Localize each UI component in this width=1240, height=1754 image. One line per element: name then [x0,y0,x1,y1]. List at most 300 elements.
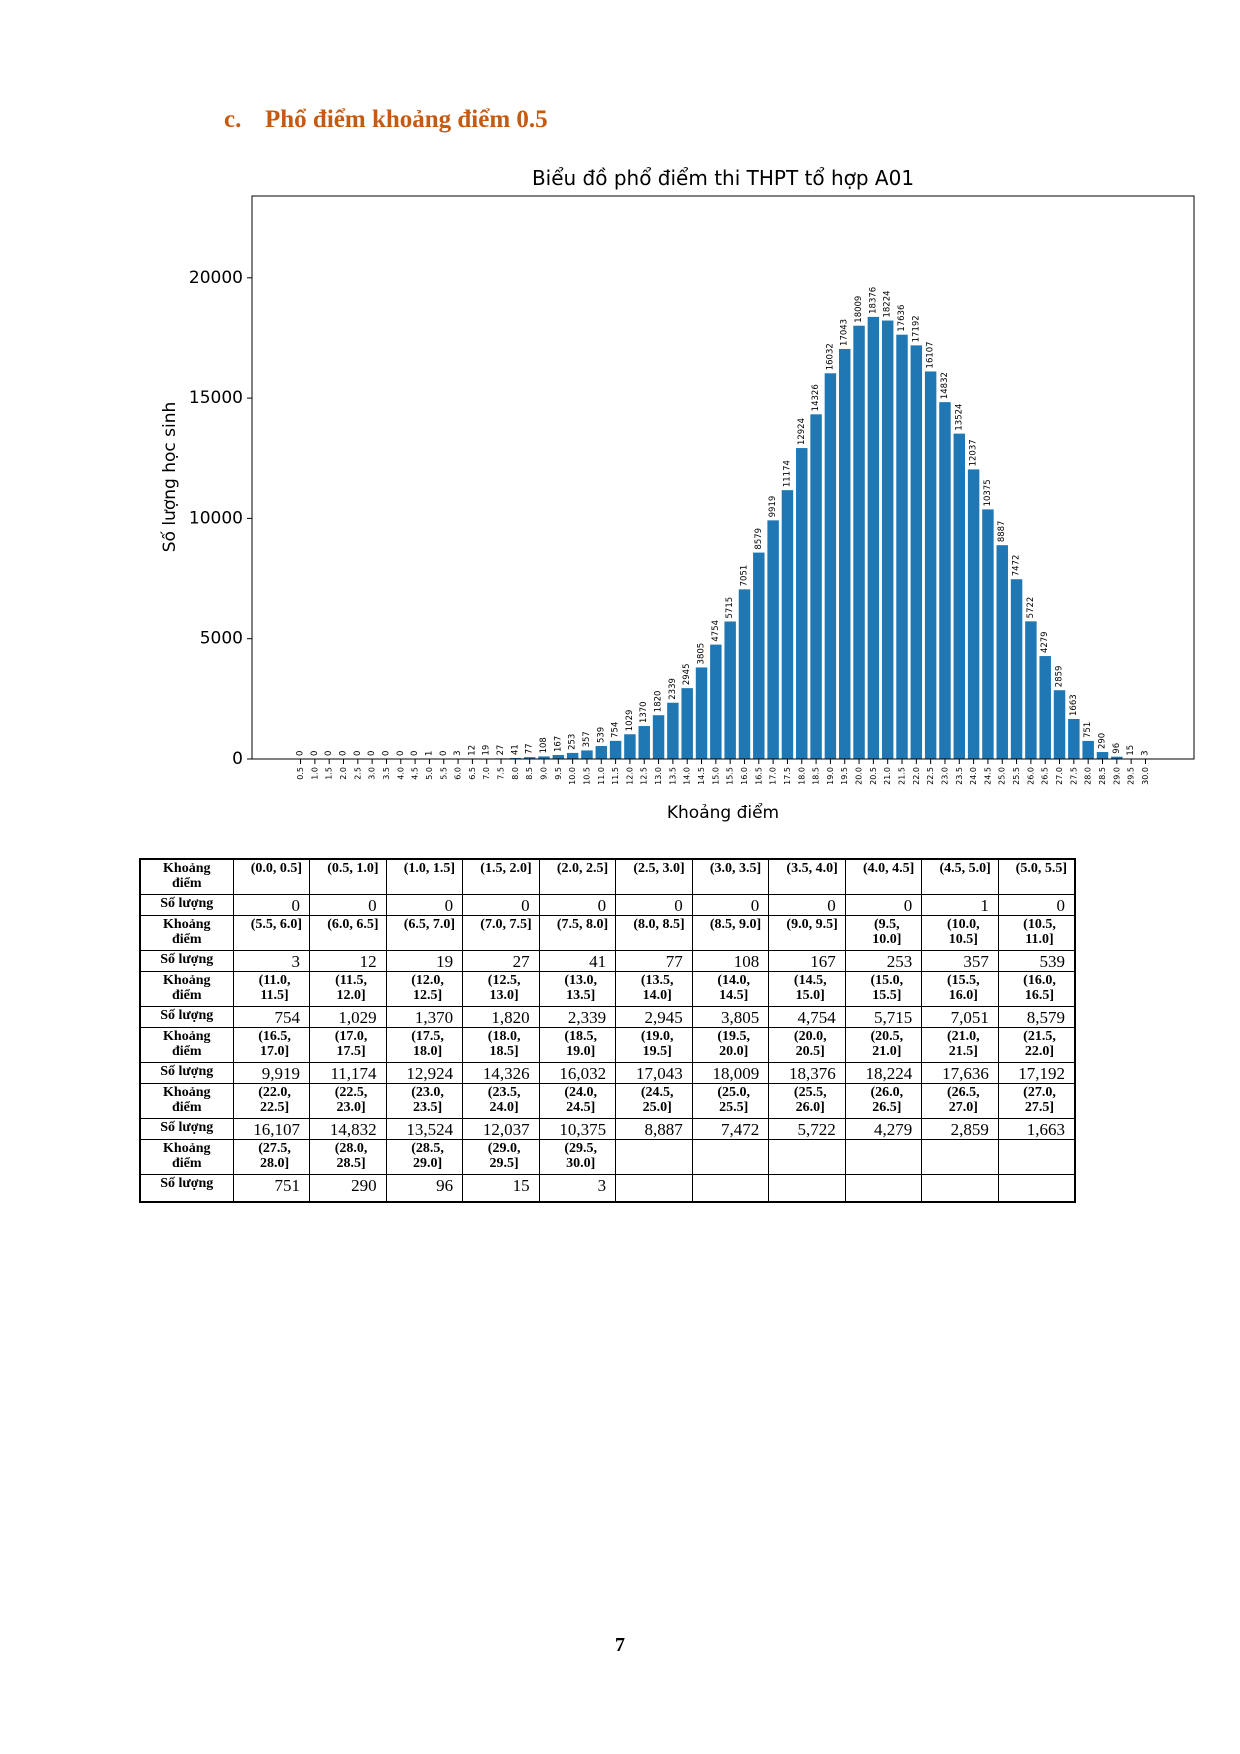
bar-value-label: 0 [395,750,406,756]
bar [954,434,965,759]
interval-cell [539,859,616,894]
bar-value-label: 754 [610,721,621,738]
interval-text: (0.0, 0.5] [250,861,303,876]
bar-value-label: 10375 [982,479,993,507]
interval-text: (12.0, 12.5] [411,972,444,1003]
bar-value-label: 1 [424,750,435,756]
interval-text: (0.5, 1.0] [327,861,379,876]
count-cell: 0 [616,894,693,915]
interval-text: (5.0, 5.5] [1015,861,1067,876]
bar-value-label: 0 [324,750,335,756]
interval-row-header [140,1083,233,1118]
bar-value-label: 167 [553,735,564,752]
y-tick-label: 20000 [188,267,243,288]
count-row-header-label: Số lượng [160,1063,214,1079]
interval-text: (26.0, 26.5] [870,1084,904,1115]
count-cell: 751 [233,1174,310,1202]
interval-cell [233,1139,310,1174]
count-cell [998,1174,1075,1202]
bar-value-label: 15 [1126,744,1137,756]
bar-value-label: 12 [467,744,478,756]
interval-row [140,1027,1075,1062]
x-tick-label: 22.5 [926,767,936,785]
bar [667,703,678,759]
interval-row-header-label: Khoảng điểm [163,1028,211,1059]
x-tick-label: 17.0 [768,767,778,785]
count-cell: 0 [692,894,769,915]
bar-value-label: 0 [381,750,392,756]
interval-text: (22.0, 22.5] [258,1084,291,1115]
interval-row [140,859,1075,894]
x-tick-label: 8.0 [510,767,520,780]
bar-value-label: 5722 [1025,596,1036,619]
bar-value-label: 18009 [854,295,865,323]
x-tick-label: 26.0 [1026,767,1036,785]
bar [982,509,993,759]
interval-cell [922,859,999,894]
interval-text: (11.0, 11.5] [258,972,291,1003]
count-cell: 18,009 [692,1062,769,1083]
count-cell: 18,224 [845,1062,922,1083]
interval-text: (25.5, 26.0] [793,1084,827,1115]
bar-value-label: 27 [496,744,507,756]
interval-cell [692,1083,769,1118]
count-cell: 96 [386,1174,463,1202]
y-tick-label: 5000 [199,628,243,649]
x-tick-label: 23.0 [940,767,950,785]
x-tick-label: 16.0 [739,767,749,785]
count-cell: 27 [463,950,540,971]
interval-text: (28.5, 29.0] [411,1140,444,1171]
interval-cell [539,1083,616,1118]
x-tick-label: 22.0 [911,767,921,785]
x-tick-label: 27.0 [1055,767,1065,785]
x-tick-label: 1.0 [310,767,320,780]
x-tick-label: 10.0 [568,767,578,785]
bar [610,741,621,759]
count-cell: 5,722 [769,1118,846,1139]
interval-cell [386,971,463,1006]
interval-text: (9.5, 10.0] [872,916,902,947]
interval-cell [769,915,846,950]
interval-text: (6.0, 6.5] [327,916,379,932]
interval-text: (16.5, 17.0] [258,1028,291,1059]
count-row-header [140,950,233,971]
interval-text: (21.0, 21.5] [946,1028,980,1059]
bar-value-label: 0 [410,750,421,756]
x-tick-label: 13.0 [654,767,664,785]
x-tick-label: 16.5 [754,767,764,785]
interval-row-header [140,915,233,950]
bar [710,645,721,759]
count-row [140,894,1075,915]
interval-row-header-label: Khoảng điểm [163,972,211,1003]
bar-value-label: 17192 [911,315,922,343]
bar-value-label: 16032 [825,343,836,371]
x-tick-label: 3.5 [381,767,391,780]
plot-area [189,268,1151,785]
interval-text: (15.0, 15.5] [870,972,904,1003]
count-row-header-label: Số lượng [160,1175,214,1191]
interval-text: (23.5, 24.0] [487,1084,521,1115]
interval-cell [463,915,540,950]
interval-cell [998,859,1075,894]
bar-value-label: 108 [538,737,549,754]
count-row-header [140,1062,233,1083]
interval-cell [998,1027,1075,1062]
x-tick-label: 14.0 [682,767,692,785]
bar [796,448,807,759]
interval-text: (11.5, 12.0] [335,972,367,1003]
count-cell: 0 [386,894,463,915]
x-tick-label: 29.0 [1112,767,1122,785]
interval-cell [386,859,463,894]
bar-value-label: 1820 [653,690,664,713]
bar [825,373,836,759]
interval-row-header-label: Khoảng điểm [163,1140,211,1171]
interval-cell [310,1083,387,1118]
bar-value-label: 0 [367,750,378,756]
interval-cell [463,971,540,1006]
bar [653,715,664,759]
bar-value-label: 0 [295,750,306,756]
interval-text: (26.5, 27.0] [946,1084,980,1115]
interval-text: (29.0, 29.5] [487,1140,521,1171]
bar-value-label: 5715 [725,596,736,619]
count-cell: 0 [233,894,310,915]
interval-cell [998,1083,1075,1118]
interval-text: (19.0, 19.5] [640,1028,674,1059]
interval-text: (12.5, 13.0] [487,972,521,1003]
count-cell: 17,043 [616,1062,693,1083]
x-tick-label: 18.5 [811,767,821,785]
interval-cell [769,859,846,894]
interval-text: (4.0, 4.5] [862,861,915,876]
count-row-header-label: Số lượng [160,951,214,967]
x-tick-label: 9.5 [553,767,563,780]
interval-text: (13.5, 14.0] [640,972,674,1003]
x-tick-label: 2.0 [339,767,349,780]
interval-text: (10.0, 10.5] [946,916,980,947]
x-tick-label: 1.5 [324,767,334,780]
bar-value-label: 0 [352,750,363,756]
interval-cell [310,1139,387,1174]
bar-value-label: 1663 [1068,694,1079,716]
x-tick-label: 3.0 [367,767,377,780]
interval-cell [233,1083,310,1118]
x-tick-label: 25.5 [1012,767,1022,785]
count-cell: 13,524 [386,1118,463,1139]
count-cell [692,1174,769,1202]
bar [782,490,793,759]
interval-cell [769,1027,846,1062]
count-cell [769,1174,846,1202]
count-cell: 17,636 [922,1062,999,1083]
interval-cell [463,1139,540,1174]
interval-text: (3.0, 3.5] [709,861,762,876]
count-cell: 3 [539,1174,616,1202]
count-cell: 0 [845,894,922,915]
interval-text: (18.0, 18.5] [487,1028,521,1059]
interval-cell [692,859,769,894]
interval-cell [922,1083,999,1118]
y-tick-label: 0 [232,749,243,769]
interval-cell [233,859,310,894]
bar-value-label: 2945 [682,663,693,686]
x-tick-label: 5.5 [439,767,449,780]
bar-value-label: 17636 [897,304,908,332]
x-tick-label: 24.0 [969,767,979,785]
count-cell: 3 [233,950,310,971]
x-tick-label: 18.0 [797,767,807,785]
x-tick-label: 21.5 [897,767,907,785]
bar-value-label: 0 [438,750,449,756]
bar-value-label: 9919 [768,495,779,518]
interval-cell [769,1139,846,1174]
interval-cell [845,1027,922,1062]
count-cell: 77 [616,950,693,971]
bar [925,371,936,759]
count-cell [922,1174,999,1202]
bar-value-label: 11174 [782,460,793,488]
interval-text: (2.5, 3.0] [633,861,685,876]
interval-text: (29.5, 30.0] [564,1140,597,1171]
count-cell: 12,037 [463,1118,540,1139]
count-cell: 290 [310,1174,387,1202]
interval-cell [539,1027,616,1062]
bar-value-label: 3 [453,750,464,756]
interval-cell [616,1083,693,1118]
count-cell: 754 [233,1006,310,1027]
x-tick-label: 7.5 [496,767,506,780]
bar [839,349,850,759]
bar [997,545,1008,759]
bar-value-label: 2859 [1054,665,1065,688]
interval-row-header [140,859,233,894]
count-cell: 10,375 [539,1118,616,1139]
x-tick-label: 14.5 [697,767,707,785]
count-cell: 1,820 [463,1006,540,1027]
interval-text: (23.0, 23.5] [411,1084,444,1115]
bar [810,414,821,759]
bar-value-label: 18376 [868,286,879,314]
count-cell: 253 [845,950,922,971]
bar [1039,656,1050,759]
interval-row [140,1083,1075,1118]
bar [681,688,692,759]
x-tick-label: 6.0 [453,767,463,780]
count-cell: 8,887 [616,1118,693,1139]
x-tick-label: 0.5 [296,767,306,780]
count-row-header-label: Số lượng [160,895,214,911]
bar-value-label: 13524 [954,403,965,431]
bar-value-label: 0 [309,750,320,756]
count-cell: 4,279 [845,1118,922,1139]
x-tick-label: 20.0 [854,767,864,785]
count-cell: 1,370 [386,1006,463,1027]
interval-row [140,971,1075,1006]
count-cell: 41 [539,950,616,971]
interval-text: (7.0, 7.5] [480,916,532,932]
bar-value-label: 17043 [839,318,850,346]
interval-text: (17.0, 17.5] [334,1028,368,1059]
bar-value-label: 3 [1140,750,1151,756]
count-cell: 108 [692,950,769,971]
x-tick-label: 29.5 [1126,767,1136,785]
score-distribution-chart [0,0,1240,840]
interval-cell [998,915,1075,950]
count-cell: 17,192 [998,1062,1075,1083]
interval-row-header-label: Khoảng điểm [163,916,211,947]
interval-cell [692,1027,769,1062]
x-tick-label: 2.5 [353,767,363,780]
count-cell: 539 [998,950,1075,971]
count-row-header [140,1174,233,1202]
bar-value-label: 19 [481,744,492,756]
bar [896,335,907,759]
interval-row-header-label: Khoảng điểm [163,1084,211,1115]
bar [696,667,707,759]
bar [868,317,879,759]
interval-cell [616,915,693,950]
x-tick-label: 8.5 [525,767,535,780]
bar-value-label: 539 [596,726,607,744]
interval-cell [845,1139,922,1174]
bar [939,402,950,759]
bar [882,321,893,759]
bar [724,621,735,759]
interval-text: (25.0, 25.5] [717,1084,751,1115]
count-row [140,1062,1075,1083]
bar [553,755,564,759]
interval-text: (27.5, 28.0] [258,1140,291,1171]
section-title: Phổ điểm khoảng điểm 0.5 [265,106,548,133]
interval-text: (1.5, 2.0] [480,861,532,876]
interval-text: (8.0, 8.5] [633,916,685,932]
count-cell: 16,107 [233,1118,310,1139]
x-tick-label: 28.0 [1083,767,1093,785]
interval-cell [616,1139,693,1174]
interval-text: (20.0, 20.5] [793,1028,827,1059]
bar-value-label: 1029 [624,709,635,732]
count-cell: 14,832 [310,1118,387,1139]
interval-text: (13.0, 13.5] [564,972,597,1003]
interval-cell [386,1027,463,1062]
count-cell: 12,924 [386,1062,463,1083]
section-marker: c. [224,106,242,133]
bar [1068,719,1079,759]
count-cell: 12 [310,950,387,971]
count-cell [616,1174,693,1202]
bar [1054,690,1065,759]
x-tick-label: 30.0 [1140,767,1150,785]
x-tick-label: 12.0 [625,767,635,785]
bar [968,469,979,759]
bar [1025,621,1036,759]
x-tick-label: 7.0 [482,767,492,780]
interval-cell [539,1139,616,1174]
interval-cell [922,1139,999,1174]
interval-cell [769,1083,846,1118]
count-cell: 2,339 [539,1006,616,1027]
interval-text: (9.0, 9.5] [786,916,838,932]
x-tick-label: 4.5 [410,767,420,780]
interval-cell [922,971,999,1006]
interval-cell [998,1139,1075,1174]
interval-row-header [140,1027,233,1062]
count-cell: 8,579 [998,1006,1075,1027]
interval-text: (19.5, 20.0] [717,1028,751,1059]
count-cell: 0 [998,894,1075,915]
y-tick-label: 15000 [188,388,243,409]
interval-cell [463,859,540,894]
x-tick-label: 27.5 [1069,767,1079,785]
interval-cell [539,971,616,1006]
count-cell: 167 [769,950,846,971]
interval-cell [463,1027,540,1062]
bar [639,726,650,759]
x-tick-label: 19.0 [825,767,835,785]
interval-text: (22.5, 23.0] [334,1084,368,1115]
interval-cell [769,971,846,1006]
count-cell: 2,859 [922,1118,999,1139]
count-row [140,1174,1075,1202]
bar [767,520,778,759]
bar [753,553,764,759]
interval-text: (7.5, 8.0] [556,916,609,932]
bar-value-label: 18224 [882,290,893,318]
x-tick-label: 6.5 [467,767,477,780]
interval-text: (24.5, 25.0] [640,1084,674,1115]
interval-text: (15.5, 16.0] [946,972,980,1003]
interval-text: (14.5, 15.0] [793,972,827,1003]
count-cell: 0 [463,894,540,915]
count-row-header-label: Số lượng [160,1119,214,1135]
bar [1011,579,1022,759]
interval-cell [310,915,387,950]
x-tick-label: 25.0 [997,767,1007,785]
interval-cell [616,859,693,894]
x-tick-label: 24.5 [983,767,993,785]
count-cell: 3,805 [692,1006,769,1027]
interval-text: (14.0, 14.5] [717,972,751,1003]
interval-text: (1.0, 1.5] [403,861,456,876]
interval-cell [386,1139,463,1174]
interval-cell [233,915,310,950]
bar-value-label: 290 [1097,732,1108,750]
bar-value-label: 253 [567,733,578,750]
interval-text: (17.5, 18.0] [411,1028,444,1059]
bar [581,750,592,759]
bar [1097,752,1108,759]
count-cell: 1 [922,894,999,915]
count-cell: 9,919 [233,1062,310,1083]
x-tick-label: 11.0 [596,767,606,785]
x-tick-label: 23.5 [954,767,964,785]
bar [739,589,750,759]
interval-cell [310,971,387,1006]
count-cell: 4,754 [769,1006,846,1027]
interval-cell [386,915,463,950]
bar [1082,741,1093,759]
x-tick-label: 11.5 [611,767,621,785]
score-table-body [140,859,1075,1202]
interval-text: (10.5, 11.0] [1023,916,1056,947]
interval-cell [922,915,999,950]
bar [624,734,635,759]
interval-text: (24.0, 24.5] [564,1084,597,1115]
count-cell: 1,663 [998,1118,1075,1139]
